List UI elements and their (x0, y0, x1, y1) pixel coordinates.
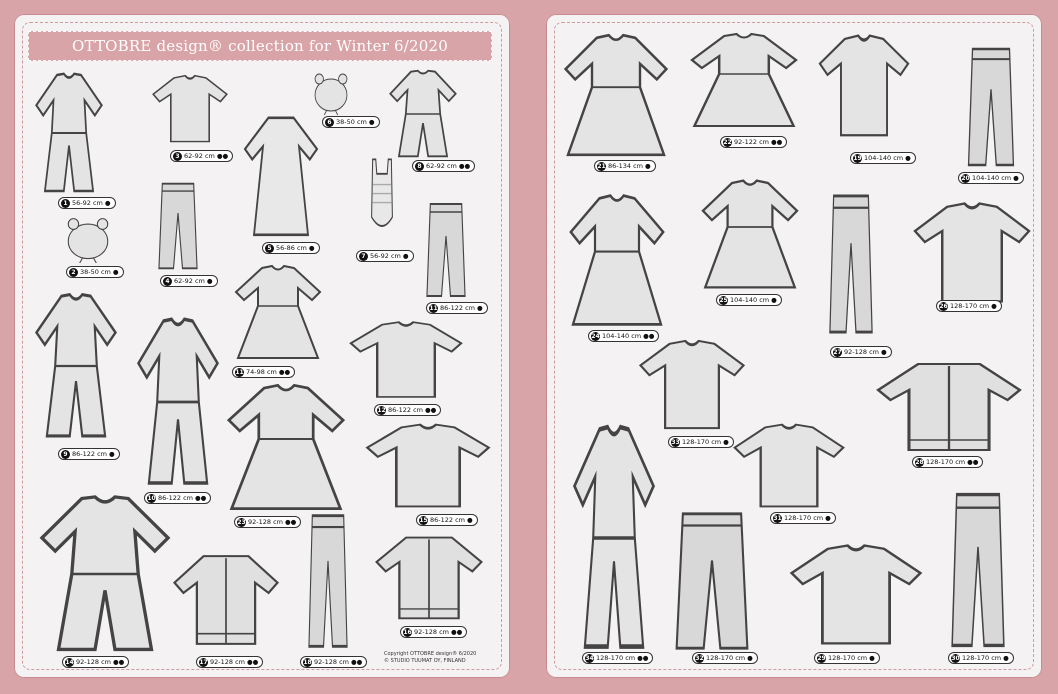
pattern-number: 9 (61, 450, 70, 459)
pattern-number: 12 (377, 406, 386, 414)
size-label (322, 116, 380, 128)
pattern-number: 28 (915, 458, 924, 466)
size-label (814, 652, 880, 664)
pattern-number: 1 (61, 199, 70, 208)
difficulty-mark: ● (104, 199, 111, 207)
size-range: 128-170 cm (828, 654, 868, 662)
size-range: 56-86 cm (276, 244, 307, 252)
size-range: 104-140 cm (602, 332, 642, 340)
size-range: 86-122 cm (72, 450, 107, 458)
size-label (770, 512, 836, 524)
pattern-number: 31 (773, 514, 782, 522)
cardigan-icon (372, 530, 486, 624)
difficulty-mark: ● (991, 302, 997, 310)
pattern-number: 19 (853, 154, 862, 162)
ruffle-jumpsuit-icon (22, 492, 188, 656)
size-range: 38-50 cm (80, 268, 111, 276)
difficulty-mark: ●● (285, 518, 297, 526)
difficulty-mark: ● (109, 450, 115, 458)
size-range: 104-140 cm (730, 296, 770, 304)
pattern-number: 22 (723, 138, 732, 146)
size-label (170, 150, 233, 162)
difficulty-mark: ●● (216, 152, 229, 160)
jumpsuit-icon (24, 290, 128, 442)
size-label (416, 514, 478, 526)
tailored-pants-icon (940, 488, 1016, 652)
difficulty-mark: ●● (278, 368, 291, 376)
size-range: 92-128 cm (414, 628, 449, 636)
pattern-number: 14 (65, 658, 74, 666)
jeans-icon (300, 510, 356, 652)
raglan-dress-icon (694, 176, 806, 292)
size-range: 128-170 cm (926, 458, 966, 466)
hooded-jumpsuit-icon (126, 314, 230, 490)
yoke-dress-icon (682, 30, 806, 130)
copyright-note (384, 651, 476, 664)
collar-blouse-icon (346, 318, 466, 402)
size-label (912, 456, 983, 468)
difficulty-mark: ● (723, 438, 729, 446)
size-label (374, 404, 441, 416)
slim-trousers-icon (820, 190, 882, 338)
boxy-tee-icon (786, 540, 926, 650)
size-range: 86-122 cm (388, 406, 423, 414)
size-range: 56-92 cm (72, 199, 103, 207)
polo-shirt-icon (910, 198, 1034, 308)
ruffle-dress-icon (228, 262, 328, 362)
size-range: 92-128 cm (844, 348, 879, 356)
size-label (594, 160, 656, 172)
pattern-number: 15 (419, 516, 428, 524)
size-label (196, 656, 263, 668)
sleeping-gown-icon (236, 110, 326, 240)
difficulty-mark: ● (771, 296, 777, 304)
size-range: 62-92 cm (184, 152, 215, 160)
size-label (262, 242, 320, 254)
pattern-number: 3 (173, 152, 182, 161)
baby-romper-icon (26, 70, 112, 196)
size-label (356, 250, 414, 262)
pattern-number: 7 (359, 252, 368, 261)
size-range: 86-134 cm (608, 162, 643, 170)
size-range: 128-170 cm (950, 302, 990, 310)
difficulty-mark: ● (308, 244, 315, 252)
size-range: 104-140 cm (864, 154, 904, 162)
pattern-number: 34 (585, 654, 594, 662)
difficulty-mark: ●● (451, 628, 463, 636)
pattern-number: 4 (163, 277, 172, 286)
cuffed-pants-icon (418, 200, 474, 300)
size-range: 128-170 cm (962, 654, 1002, 662)
pattern-number: 6 (325, 118, 334, 127)
track-pants-icon (958, 44, 1024, 170)
pattern-number: 20 (961, 174, 970, 182)
collection-title: OTTOBRE design® collection for Winter 6/2020 (28, 31, 492, 61)
size-range: 86-122 cm (158, 494, 193, 502)
pattern-number: 8 (415, 162, 424, 171)
size-label (668, 436, 734, 448)
difficulty-mark: ● (368, 118, 375, 126)
size-label (412, 160, 475, 172)
pattern-number: 2 (69, 268, 78, 277)
raglan-henley-icon (362, 420, 494, 512)
baby-pants-icon (150, 180, 206, 272)
difficulty-mark: ● (881, 348, 887, 356)
difficulty-mark: ● (825, 514, 831, 522)
pattern-number: 21 (597, 162, 606, 170)
difficulty-mark: ● (1013, 174, 1019, 182)
pattern-number: 16 (403, 628, 412, 636)
difficulty-mark: ● (1003, 654, 1009, 662)
pattern-number: 24 (591, 332, 600, 340)
difficulty-mark: ● (477, 304, 483, 312)
size-label (160, 275, 218, 287)
size-label (58, 448, 120, 460)
size-range: 92-128 cm (210, 658, 245, 666)
wide-pants-icon (660, 508, 764, 654)
size-label (958, 172, 1024, 184)
size-label (66, 266, 124, 278)
difficulty-mark: ●● (771, 138, 783, 146)
party-dress-icon (218, 380, 354, 514)
bubble-romper-icon (380, 68, 466, 160)
size-label (936, 300, 1002, 312)
size-range: 128-170 cm (682, 438, 722, 446)
difficulty-mark: ●● (195, 494, 207, 502)
size-label (720, 136, 787, 148)
size-range: 92-128 cm (248, 518, 283, 526)
difficulty-mark: ● (402, 252, 409, 260)
pattern-number: 27 (833, 348, 842, 356)
difficulty-mark: ●● (458, 162, 471, 170)
difficulty-mark: ●● (643, 332, 655, 340)
pattern-number: 5 (265, 244, 274, 253)
difficulty-mark: ● (206, 277, 213, 285)
tank-bodysuit-icon (356, 154, 408, 244)
size-range: 86-122 cm (440, 304, 475, 312)
size-label (948, 652, 1014, 664)
size-label (232, 366, 295, 378)
size-label (234, 516, 301, 528)
difficulty-mark: ●● (967, 458, 979, 466)
size-range: 92-128 cm (314, 658, 349, 666)
size-label (582, 652, 653, 664)
pattern-number: 17 (199, 658, 208, 666)
asymmetric-dress-icon (556, 30, 676, 160)
pattern-number: 18 (303, 658, 312, 666)
hooded-sweater-icon (816, 30, 912, 142)
bear-hat-icon (62, 210, 114, 264)
size-range: 62-92 cm (174, 277, 205, 285)
pattern-number: 29 (817, 654, 826, 662)
bonnet-icon (310, 66, 352, 116)
size-range: 38-50 cm (336, 118, 367, 126)
floral-dress-icon (562, 190, 672, 330)
size-label (300, 656, 367, 668)
pattern-number: 32 (695, 654, 704, 662)
long-jumpsuit-icon (562, 420, 666, 656)
copyright-line: Copyright OTTOBRE design® 6/2020 (384, 651, 477, 657)
difficulty-mark: ●● (113, 658, 125, 666)
size-range: 104-140 cm (972, 174, 1012, 182)
difficulty-mark: ● (467, 516, 473, 524)
size-range: 86-122 cm (430, 516, 465, 524)
studio-line: © STUDIO TUUMAT OY, FINLAND (384, 657, 466, 664)
difficulty-mark: ●● (351, 658, 363, 666)
size-label (850, 152, 916, 164)
difficulty-mark: ●● (247, 658, 259, 666)
henley-shirt-icon (150, 72, 230, 146)
pattern-number: 25 (719, 296, 728, 304)
difficulty-mark: ● (112, 268, 119, 276)
difficulty-mark: ●● (425, 406, 437, 414)
size-range: 128-170 cm (596, 654, 636, 662)
size-label (716, 294, 782, 306)
pattern-number: 11 (235, 368, 244, 376)
size-range: 92-128 cm (76, 658, 111, 666)
pattern-number: 26 (939, 302, 948, 310)
size-range: 128-170 cm (784, 514, 824, 522)
size-label (62, 656, 129, 668)
size-range: 74-98 cm (246, 368, 277, 376)
size-label (426, 302, 488, 314)
size-range: 56-92 cm (370, 252, 401, 260)
difficulty-mark: ●● (637, 654, 649, 662)
difficulty-mark: ● (905, 154, 911, 162)
button-shirt-icon (170, 548, 282, 650)
bomber-jacket-icon (872, 356, 1026, 456)
pattern-number: 30 (951, 654, 960, 662)
pattern-number: 10 (147, 494, 156, 502)
size-label (58, 197, 116, 209)
pattern-number: 11 (429, 304, 438, 312)
difficulty-mark: ● (747, 654, 753, 662)
size-label (692, 652, 758, 664)
size-range: 92-122 cm (734, 138, 769, 146)
size-label (400, 626, 467, 638)
puff-blouse-icon (730, 420, 848, 512)
size-range: 128-170 cm (706, 654, 746, 662)
pattern-number: 23 (237, 518, 246, 526)
difficulty-mark: ● (869, 654, 875, 662)
difficulty-mark: ● (645, 162, 651, 170)
pattern-number: 33 (671, 438, 680, 446)
size-range: 62-92 cm (426, 162, 457, 170)
